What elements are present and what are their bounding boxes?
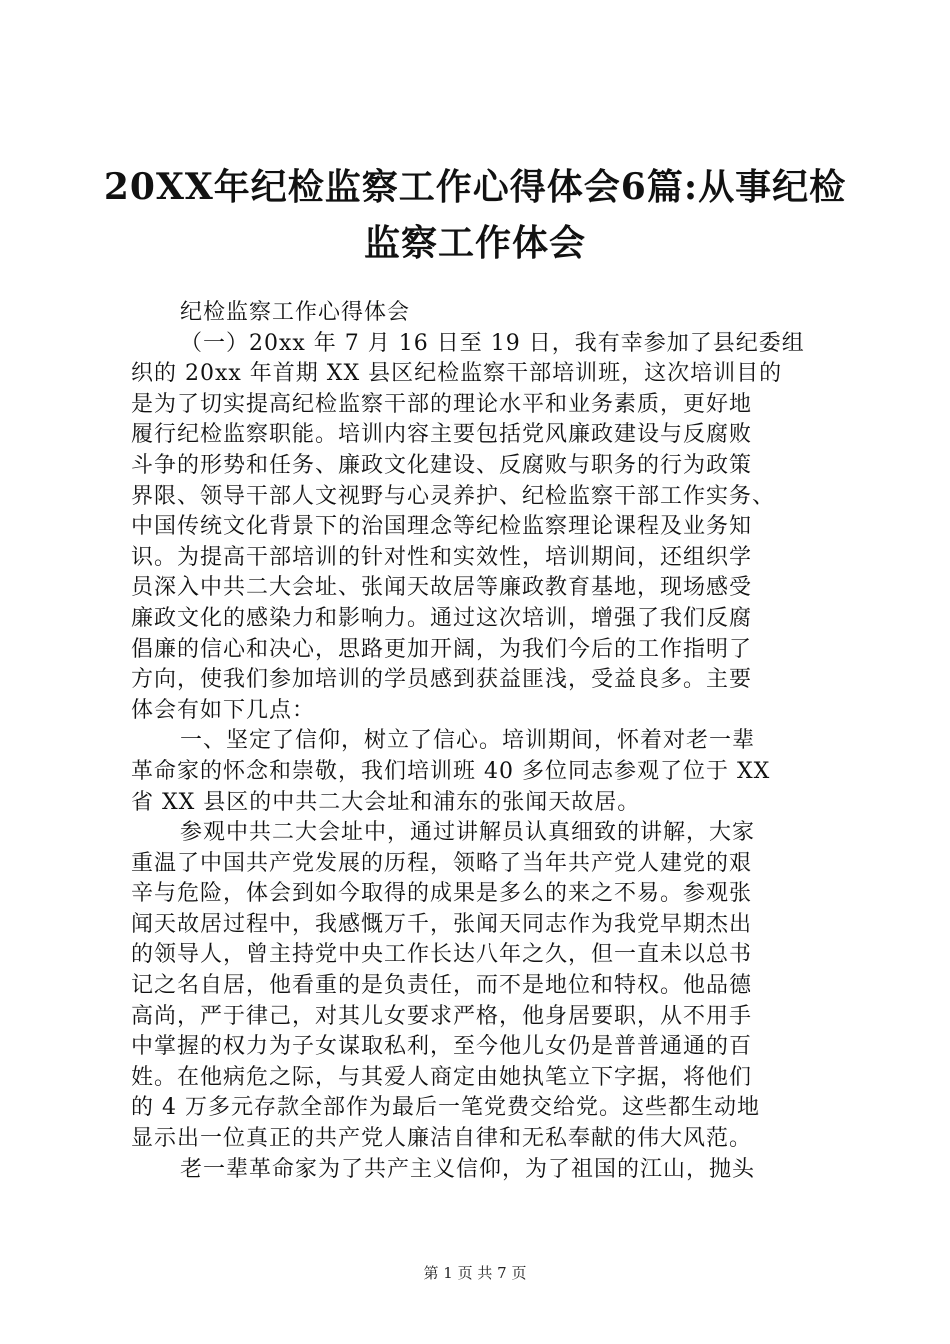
body-text-line: 参观中共二大会址中，通过讲解员认真细致的讲解，大家 <box>180 820 756 846</box>
body-text-line: 姓。在他病危之际，与其爱人商定由她执笔立下字据，将他们 <box>131 1064 753 1090</box>
document-body <box>131 298 831 1185</box>
body-text-line: 识。为提高干部培训的针对性和实效性，培训期间，还组织学 <box>131 544 753 570</box>
body-text-line: 界限、领导干部人文视野与心灵养护、纪检监察干部工作实务、 <box>131 483 776 509</box>
body-text-line: 斗争的形势和任务、廉政文化建设、反腐败与职务的行为政策 <box>131 452 753 478</box>
body-text-line: 革命家的怀念和崇敬，我们培训班 40 多位同志参观了位于 XX <box>131 758 771 784</box>
body-text-line: （一）20xx 年 7 月 16 日至 19 日，我有幸参加了县纪委组 <box>180 330 805 356</box>
body-text-line: 方向，使我们参加培训的学员感到获益匪浅，受益良多。主要 <box>131 667 753 693</box>
body-text-line: 重温了中国共产党发展的历程，领略了当年共产党人建党的艰 <box>131 850 753 876</box>
page-footer: 第 1 页 共 7 页 <box>423 1264 527 1282</box>
body-text-line: 倡廉的信心和决心，思路更加开阔，为我们今后的工作指明了 <box>131 636 753 662</box>
body-text-line: 一、坚定了信仰，树立了信心。培训期间，怀着对老一辈 <box>180 728 756 754</box>
body-text-line: 履行纪检监察职能。培训内容主要包括党风廉政建设与反腐败 <box>131 422 753 448</box>
body-text-line: 记之名自居，他看重的是负责任，而不是地位和特权。他品德 <box>131 973 753 999</box>
body-text-line: 辛与危险，体会到如今取得的成果是多么的来之不易。参观张 <box>131 881 753 907</box>
body-text-line: 闻天故居过程中，我感慨万千，张闻天同志作为我党早期杰出 <box>131 911 753 937</box>
body-text-line: 高尚，严于律己，对其儿女要求严格，他身居要职，从不用手 <box>131 1003 753 1029</box>
body-text-line: 是为了切实提高纪检监察干部的理论水平和业务素质，更好地 <box>131 391 753 417</box>
body-text-line: 老一辈革命家为了共产主义信仰，为了祖国的江山，抛头 <box>180 1156 756 1182</box>
body-text-line: 的 4 万多元存款全部作为最后一笔党费交给党。这些都生动地 <box>131 1095 760 1121</box>
body-text-line: 的领导人，曾主持党中央工作长达八年之久，但一直未以总书 <box>131 942 753 968</box>
body-text-line: 省 XX 县区的中共二大会址和浦东的张闻天故居。 <box>131 789 641 815</box>
body-text-line: 员深入中共二大会址、张闻天故居等廉政教育基地，现场感受 <box>131 575 753 601</box>
body-text-line: 织的 20xx 年首期 XX 县区纪检监察干部培训班，这次培训目的 <box>131 361 783 387</box>
body-text-line: 中掌握的权力为子女谋取私利，至今他儿女仍是普普通通的百 <box>131 1034 753 1060</box>
body-text-line: 显示出一位真正的共产党人廉洁自律和无私奉献的伟大风范。 <box>131 1126 753 1152</box>
body-text-line: 体会有如下几点： <box>131 697 316 723</box>
body-text-line: 纪检监察工作心得体会 <box>180 300 411 325</box>
body-text-line: 中国传统文化背景下的治国理念等纪检监察理论课程及业务知 <box>131 514 753 540</box>
document-title-line-2: 监察工作体会 <box>363 222 586 264</box>
body-text-line: 廉政文化的感染力和影响力。通过这次培训，增强了我们反腐 <box>131 605 753 631</box>
document-title-line-1: 20XX年纪检监察工作心得体会6篇:从事纪检 <box>103 166 847 208</box>
